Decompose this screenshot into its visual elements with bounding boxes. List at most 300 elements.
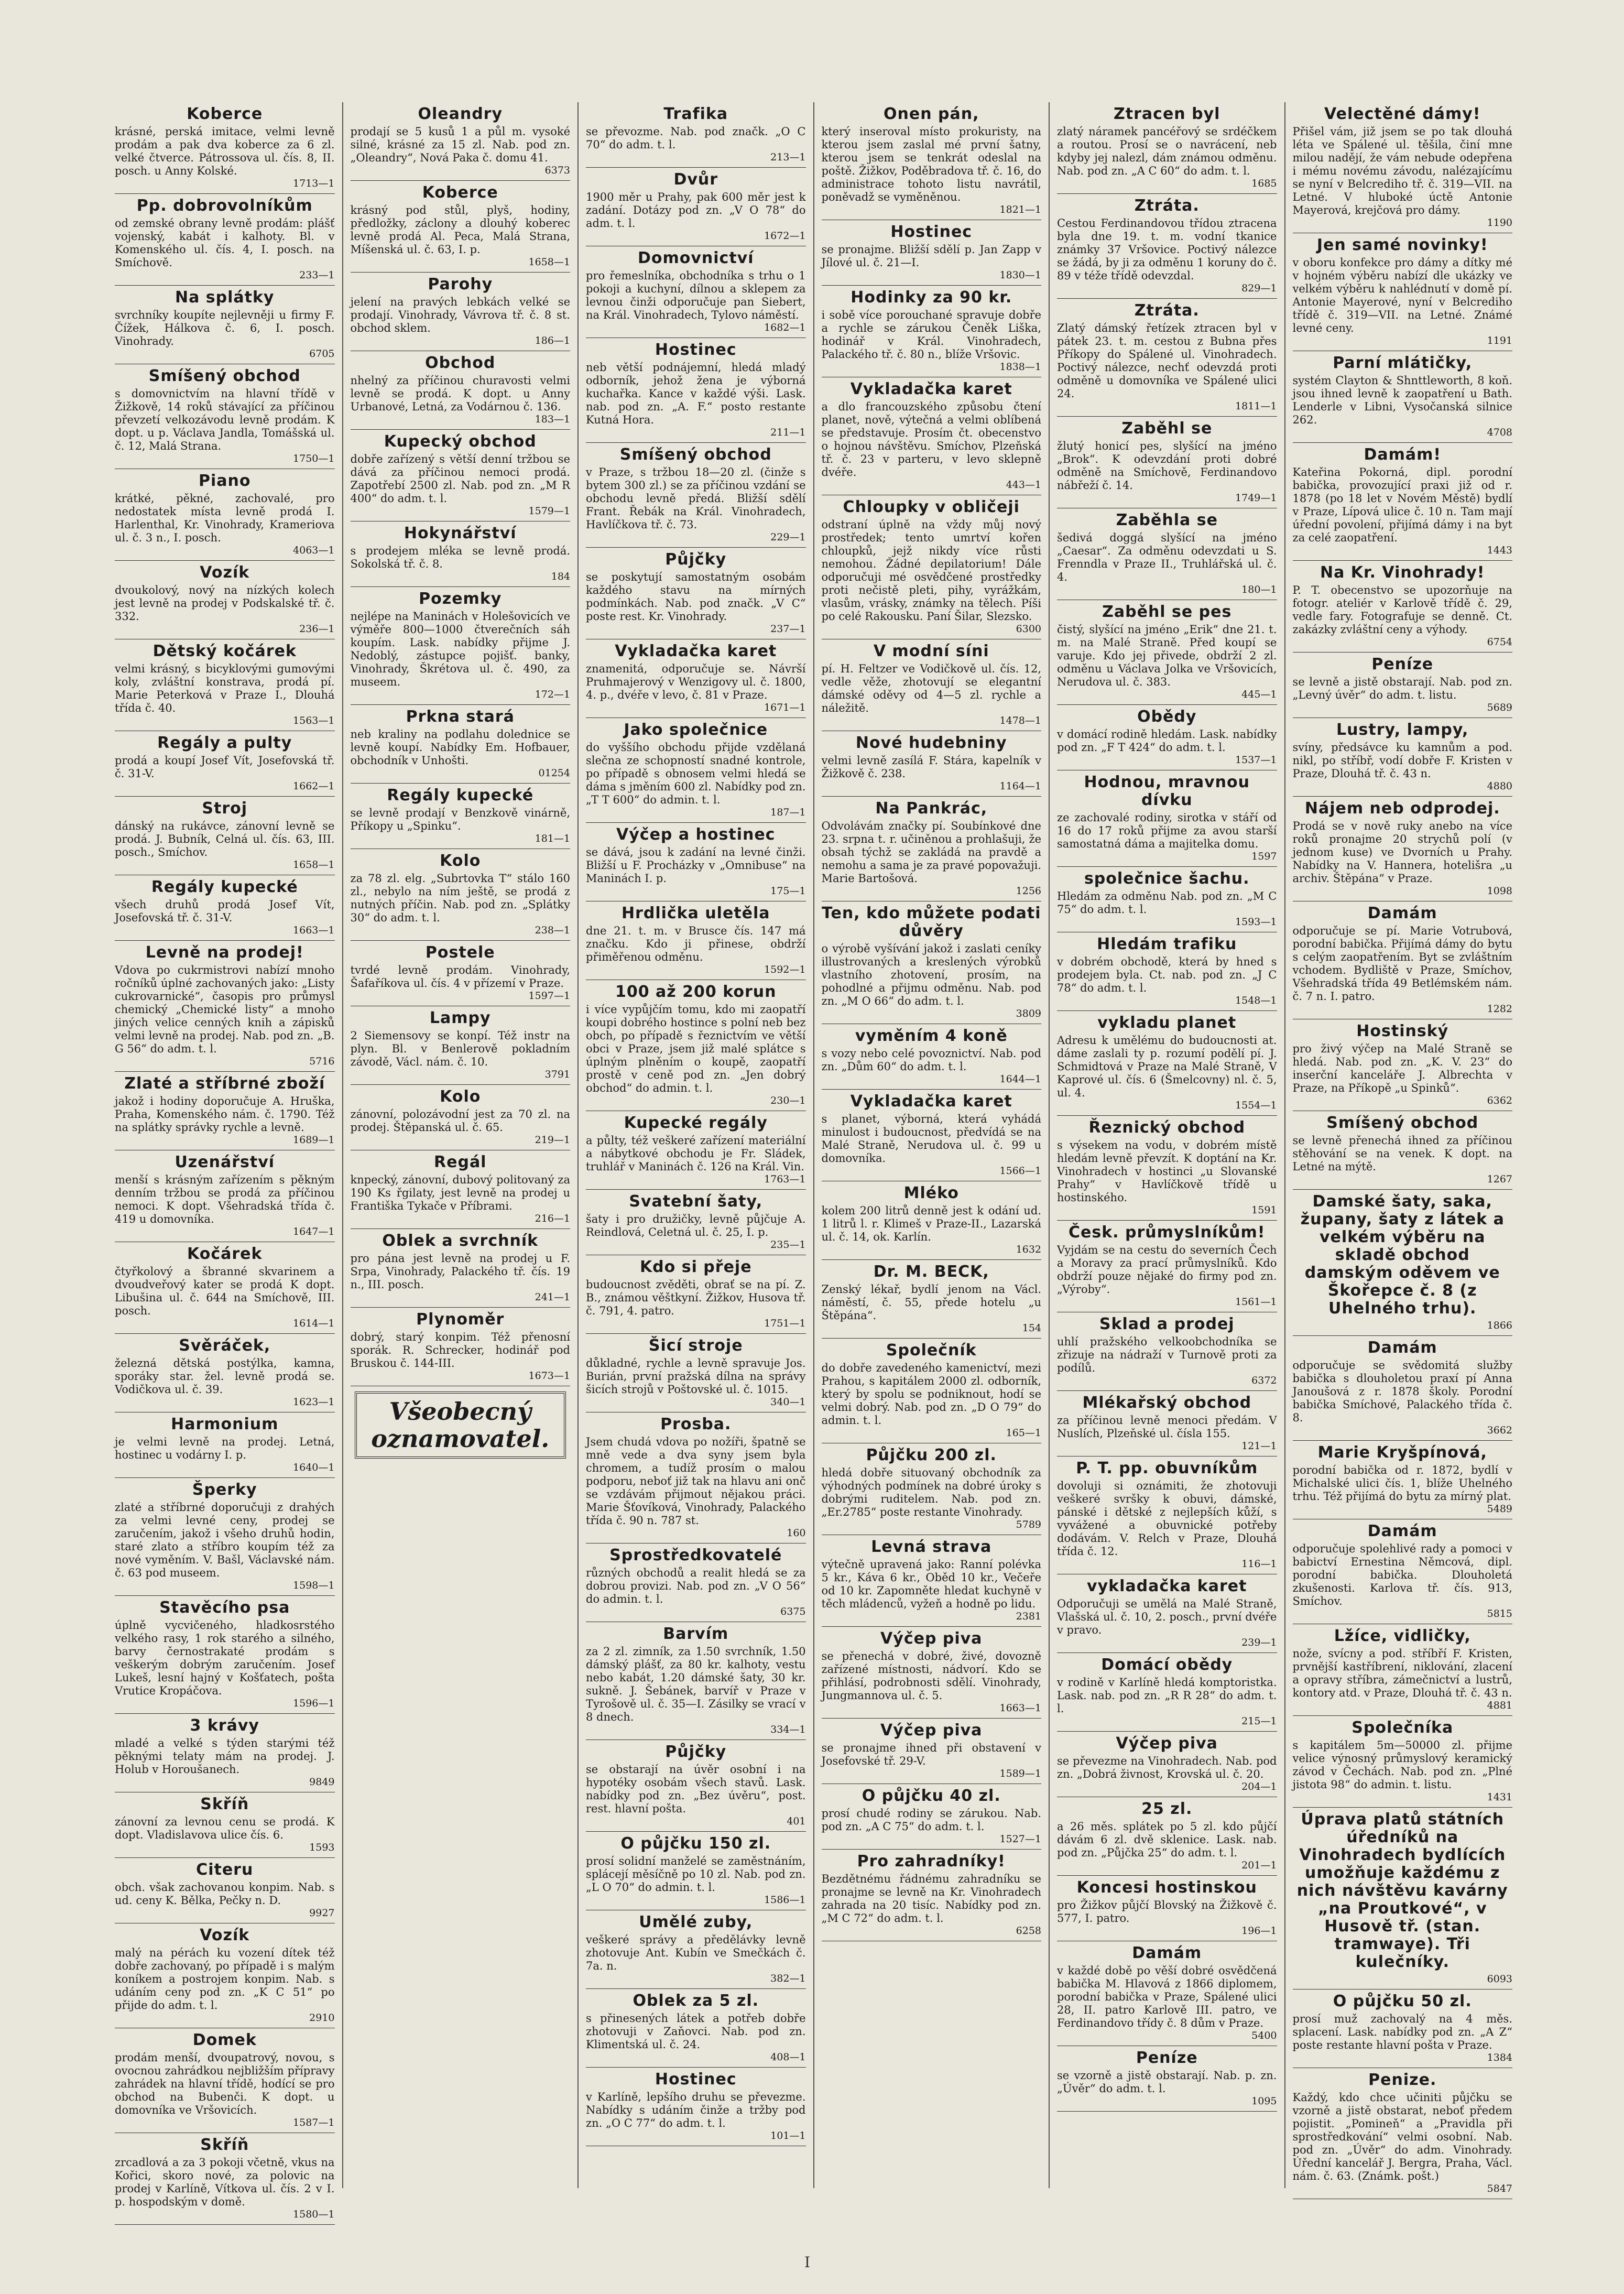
ad-text: s kapitálem 5m—50000 zl. přijme velice výnosný průmyslový keramický závod v Čechách. Nab. pod zn. „Plné jistota 98“ do admin. t. listu. [1292,1739,1512,1791]
ad-title: Jako společnice [624,721,768,739]
ad-code: 211—1 [770,427,806,438]
ad-code: 1662—1 [293,780,335,792]
ad-text: i více vypůjčím tomu, kdo mi zaopatří koupi dobrého hostince s polní neb bez obch, po případě s řeznictvím ve větší obci v Praze, jsem již malé splátce s úplným plněním o koupě, zaopatří prostě v ceně pod zn. „Jen dobrý obchod“ do admin. t. l. [586,1003,806,1094]
ad-code: 1658—1 [528,256,570,268]
ad-title: vykladu planet [1097,1014,1237,1032]
column-3 [577,102,813,2188]
ad-code: 238—1 [535,925,570,936]
ad-title: Hostinský [1356,1022,1449,1040]
column-5 [1049,102,1284,2188]
ad-title: Hostinec [890,223,973,241]
ad-text: se levně přenechá ihned za příčinou stěhování se na venek. K dopt. na Letné na mýtě. [1292,1134,1512,1173]
ad-code: 1614—1 [293,1318,335,1329]
ad-title: Kupecké regály [624,1114,768,1132]
classified-ad [1057,600,1277,705]
classified-ad [115,2028,335,2133]
classified-ad [115,1858,335,1923]
ad-text: pro Žižkov půjčí Blovský na Žižkově č. 577, I. patro. [1057,1899,1277,1925]
ad-text: porodní babička od r. 1872, bydlí v Michalské ulici čís. 1, blíže Uhelného trhu. Též přijímá do bytu za mírný plat. [1292,1464,1512,1503]
ad-text: zlaté a stříbrné doporučuji z drahých za velmi levné ceny, prodej se zaručením, jakož i všeho druhů hodin, staré zlato a stříbro koupím též za nové vyměním. V. Bašl, Václavské nám. č. 63 pod museem. [115,1501,335,1579]
ad-code: 1191 [1487,335,1512,346]
ad-code: 241—1 [535,1291,570,1303]
ad-text: Jsem chudá vdova po nožíři, špatně se mně vede a dva syny jsem byla chromem, a tudíž prosím o malou podporu, neboť již tak na hlavu ani onč se vzdávám přijmout nějakou práci. Marie Šťovíková, Vinohrady, Palackého třída č. 90 n. 787 st. [586,1436,806,1527]
classified-ad [1057,1732,1277,1797]
ad-text: znamenitá, odporučuje se. Návrší Pruhmajerový v Wenzigovy ul. č. 1800, 4. p., dvéře v levo, č. 81 v Praze. [586,662,806,701]
ad-title: Ztracen byl [1114,105,1220,123]
ad-title: Harmonium [171,1415,279,1433]
classified-ad [351,587,571,705]
ad-code: 1644—1 [999,1073,1041,1085]
ad-code: 1537—1 [1235,754,1277,766]
ad-text: dovoluji si oznámiti, že zhotovuji veškeré svršky k obuvi, dámské, pánské i dětské z nejlepších kůží, s vyvážené a obuvnické potřeby dodávám. V. Relch v Praze, Dlouhá třída č. 12. [1057,1480,1277,1558]
ad-code: 2381 [1016,1611,1041,1622]
ad-text: prosí solidní manželé se zaměstnáním, splácejí měsíčně po 10 zl. Nab. pod zn. „L O 70“ do admin. t. l. [586,1855,806,1894]
ad-text: nhelný za příčinou churavosti velmi levně se prodá. K dopt. u Anny Urbanové, Letná, za Vodárnou č. 136. [350,374,570,413]
ad-text: do dobře zavedeného kamenictví, mezi Prahou, s kapitálem 2000 zl. odborník, který by spolu se podniknout, hodí se velmi dobrý. Nab. pod zn. „D O 79“ do admin. t. l. [821,1362,1041,1427]
ad-code: 1589—1 [999,1768,1041,1779]
ad-code: 6300 [1016,623,1041,635]
ad-title: Damám! [1364,445,1442,464]
ad-code: 6093 [1487,1973,1512,1985]
ad-text: s přinesených látek a potřeb dobře zhotovuji v Zaňovci. Nab. pod zn. Klimentská ul. č. 24. [586,2012,806,2051]
ad-title: Lampy [429,1009,491,1027]
ad-title: Obchod [425,354,496,372]
ad-code: 1256 [1016,885,1041,897]
ad-code: 5847 [1487,2183,1512,2194]
classified-ad [586,1190,806,1255]
ad-code: 1566—1 [999,1165,1041,1177]
classified-ad [586,980,806,1111]
ad-text: se dává, jsou k zadání na levné činži. Bližší u F. Procházky v „Omnibuse“ na Maninách I. p. [586,846,806,885]
ad-code: 5689 [1487,702,1512,713]
ad-text: pro pána jest levně na prodej u F. Srpa, Vinohrady, Palackého tř. čís. 19 n., III. posch. [350,1252,570,1291]
ad-code: 1632 [1016,1244,1041,1255]
ad-code: 235—1 [770,1239,806,1251]
ad-title: Hostinec [655,341,737,359]
ad-code: 1623—1 [293,1396,335,1408]
ad-title: Damám [1367,904,1437,922]
ad-title: vyměním 4 koně [855,1027,1008,1045]
ad-code: 1821—1 [999,204,1041,215]
classified-ad [822,1090,1042,1181]
footer-mark: I [804,2254,811,2271]
classified-ad [351,273,571,351]
classified-ad [1057,1456,1277,1574]
classified-ad [115,941,335,1072]
ad-text: malý na pérách ku vození dítek též dobře zachovaný, po případě i s malým koníkem a postrojem konpim. Nab. s udáním ceny pod zn. „K C 51“ po přijde do adm. t. l. [115,1947,335,2012]
column-2 [342,102,578,2188]
ad-title: Damám [1132,1944,1202,1962]
ad-title: Úprava platů státních úředníků na Vinohradech bydlících umožňuje každému z nich návštěvu kavárny „na Proutkové“, v Husově tř. (stan. tramwaye). Tři kulečníky. [1296,1810,1508,1971]
ad-title: V modní síni [873,642,989,660]
ad-code: 215—1 [1241,1715,1277,1727]
ad-text: Bezdětnému řádnému zahradníku se pronajme se levně na Kr. Vinohradech zahrada na 20 tisíc. Nabídky pod zn. „M C 72“ do adm. t. l. [821,1873,1041,1925]
ad-code: 1672—1 [764,230,806,242]
classified-ad [822,797,1042,901]
ad-text: zrcadlová a za 3 pokoji včetně, vkus na Kořici, skoro nové, za polovic na prodej v Karlíně, Vítkova ul. čís. 2 v I. p. hospodským v domě. [115,2156,335,2208]
ad-text: za 2 zl. zimník, za 1.50 svrchník, 1.50 dámský plášť, za 80 kr. kalhoty, vestu nebo kabát, 1.20 dámské šaty, 30 kr. sukně. J. Šebánek, barvíř v Praze v Tyrošově ul. č. 35—I. Zásilky se vrací v 8 dnech. [586,1645,806,1723]
ad-code: 382—1 [770,1973,806,1984]
ad-title: Půjčky [665,1743,727,1761]
ad-code: 1478—1 [999,715,1041,726]
ad-text: odporučuje se pí. Marie Votrubová, porodní babička. Přijímá dámy do bytu s celým zaopatřením. Byt se zvláštním vchodem. Bydliště v Praze, Smíchov, Všehradská třída 49 Betlémském nám. č. 7 n. I. patro. [1292,925,1512,1003]
ad-text: v každé době po věší dobré osvědčená babička M. Hlavová z 1866 diplomem, porodní babička v Praze, Spálené ulici 28, II. patro Karlově III. patro, ve Ferdinandovo třídy č. 8 dům v Praze. [1057,1964,1277,2029]
ad-code: 1593—1 [1235,916,1277,928]
ad-text: za 78 zl. elg. „Subrtovka T“ stálo 160 zl., nebylo na ním ještě, se prodá z nutných příčin. Nab. pod zn. „Splátky 30“ do adm. t. l. [350,872,570,924]
ad-text: žlutý honicí pes, slyšící na jméno „Brok“. K odevzdání proti dobré odměně na Smíchově, Ferdinandovo nábřeží č. 14. [1057,440,1277,492]
classified-ad [586,102,806,168]
ad-text: tvrdé levně prodám. Vinohrady, Šafaříkova ul. čís. 4 v přízemí v Praze. [350,964,570,990]
ad-title: Plynoměr [416,1310,505,1329]
ad-text: o výrobě vyšívání jakož i zaslati ceníky illustrovaných a kreslených výrobků vlastního zhotovení, prosím, na pohodlné a přijmu odměnu. Nab. pod zn. „M O 66“ do adm. t. l. [821,942,1041,1007]
ad-text: v oboru konfekce pro dámy a dítky mé v hojném výběru nabízí dle ukázky ve velkém výběru k nahlédnutí v domě pí. Antonie Mayerové, nyní v Belcrediho třídě č. 319—VII. na Letné. Známé levné ceny. [1292,256,1512,334]
classified-ad [115,1478,335,1596]
classified-ad [1057,1116,1277,1221]
ad-code: 183—1 [535,414,570,425]
ad-title: Společník [886,1341,977,1360]
ad-text: neb kraliny na podlahu dolednice se levně koupí. Nabídky Em. Hofbauer, obchodník v Unhošti. [350,728,570,767]
ad-text: se levně a jistě obstarají. Nab. pod zn. „Levný úvěr“ do adm. t. listu. [1292,676,1512,701]
ad-code: 1749—1 [1235,492,1277,504]
classified-ad [1293,2068,1513,2199]
ad-title: Prosba. [660,1415,732,1433]
classified-ad [115,1072,335,1150]
ad-code: 233—1 [299,269,335,281]
ad-title: Damám [1367,1339,1437,1357]
ad-title: Parohy [428,275,493,293]
ad-text: svíny, předsávce ku kamnům a pod. nikl, po stříbř, vodí dobře F. Kristen v Praze, Dlouhá tř. č. 43 n. [1292,741,1512,780]
ad-title: Zaběhla se [1116,511,1218,529]
classified-ad [586,168,806,246]
classified-ad [586,1334,806,1412]
ad-text: prodám menší, dvoupatrový, novou, s ovocnou zahrádkou nejbližším přípravy zahrádek na hlavní třídě, hodící se pro obchod na Bubenči. K dopt. u domovníka ve Vršovicích. [115,2051,335,2116]
section-banner: Všeobecný oznamovatel. [355,1391,566,1459]
ad-title: Oblek za 5 zl. [633,1992,759,2010]
classified-ad [822,220,1042,286]
classified-ad [115,1150,335,1242]
ad-code: 1685 [1251,178,1277,189]
ad-text: prodá a koupí Josef Vít, Josefovská tř. č. 31-V. [115,754,335,780]
classified-ad [351,784,571,849]
classified-ad [351,1006,571,1085]
column-4 [813,102,1049,2188]
ad-title: Řeznický obchod [1088,1118,1246,1137]
ad-code: 1592—1 [764,964,806,975]
ad-text: pro řemeslníka, obchodníka s trhu o 1 pokoji a kuchyní, dílnou a sklepem za levnou činži odporučuje pan Siebert, na Král. Vinohradech, Tylovo náměstí. [586,269,806,321]
ad-text: dánský na rukávce, zánovní levně se prodá. J. Bubník, Celná ul. čís. 63, III. posch., Smíchov. [115,820,335,858]
ad-title: Jen samé novinky! [1316,236,1488,254]
classified-ad [1293,1989,1513,2068]
ad-text: prosí muž zachovalý na 4 měs. splacení. Lask. nabídky pod zn. „A Z“ poste restante hlavní pošta v Praze. [1292,2013,1512,2051]
ad-code: 1689—1 [293,1134,335,1146]
ad-text: krátké, pěkné, zachovalé, pro nedostatek místa levně prodá I. Harlenthal, Kr. Vinohrady, Krameriova ul. č. 3 n., I. posch. [115,492,335,544]
ad-code: 5789 [1016,1519,1041,1530]
ad-text: uhlí pražského velkoobchodníka se zřizuje na nádraží v Turnově proti za podílů. [1057,1335,1277,1374]
ad-title: Výčep a hostinec [616,825,776,844]
classified-ad [1057,417,1277,508]
classified-ad [1293,1019,1513,1111]
ad-code: 6372 [1251,1375,1277,1386]
ad-code: 175—1 [770,885,806,897]
ad-title: O půjčku 150 zl. [620,1834,771,1853]
ad-title: Svěráček, [179,1336,271,1355]
ad-code: 1663—1 [999,1702,1041,1714]
ad-code: 1587—1 [293,2117,335,2128]
classified-ad [351,1150,571,1229]
ad-title: Výčep piva [880,1721,983,1739]
ad-text: čistý, slyšící na jméno „Erik“ dne 21. t. m. na Malé Straně. Před koupí se varuje. Kdo jej přivede, obdrží 2 zl. odměnu u Václava Jolka ve Vršovicích, Nerudova ul. č. 383. [1057,623,1277,688]
classified-ad [822,901,1042,1024]
classified-ad [1293,1519,1513,1624]
ad-title: Oleandry [418,105,503,123]
ad-code: 4881 [1487,1700,1512,1711]
ad-title: Skříň [200,2136,249,2154]
ad-code: 5400 [1251,2030,1277,2041]
classified-ad [115,364,335,469]
ad-title: Smíšený obchod [619,445,772,464]
ad-code: 4063—1 [293,545,335,556]
ad-text: za příčinou levně menoci předám. V Nuslích, Plzeňské ul. čísla 155. [1057,1414,1277,1440]
classified-ad [1293,1808,1513,1989]
ad-text: šaty i pro družičky, levně půjčuje A. Reindlová, Celetná ul. č. 25, I. p. [586,1213,806,1238]
ad-text: s výsekem na vodu, v dobrém místě hledám levně převzít. K doptání na Kr. Vinohradech v hostinci „u Slovanské Prahy“ v Havlíčkově třídě u hostinského. [1057,1139,1277,1204]
ad-code: 1640—1 [293,1462,335,1473]
ad-text: dobře zařízený s větší denní tržbou se dává za příčinou nemoci prodá. Zapotřebí 2500 zl. Nab. pod zn. „M R 400“ do adm. t. l. [350,453,570,505]
ad-text: ze zachovalé rodiny, sirotka v stáří od 16 do 17 roků přijme za avou starší samostatná dáma a majitelka domu. [1057,811,1277,850]
ad-title: Lžíce, vidličky, [1334,1627,1471,1645]
classified-ad [115,561,335,639]
ad-code: 1282 [1487,1003,1512,1015]
ad-text: odstraní úplně na vždy můj nový prostředek; tento umrtví kořen chloupků, jejž nikdy více růsti nemohou. Žádné depilatorium! Dále odporučuji mé osvědčené prostředky proti nečistě pleti, pihy, vyrážkám, vlasům, vrásky, známky na tělech. Píši po celé Rakousku. Paní Šilar, Slezsko. [821,518,1041,623]
ad-title: Chloupky v obličeji [843,498,1020,516]
ad-text: jelení na pravých lebkách velké se prodají. Vinohrady, Vávrova tř. č. 8 st. obchod sklem. [350,296,570,334]
ad-code: 5489 [1487,1503,1512,1515]
ad-code: 1579—1 [528,505,570,517]
classified-ad [1057,1312,1277,1391]
ad-code: 829—1 [1241,282,1277,294]
ad-text: hledá dobře situovaný obchodník za výhodných podmínek na dobré úroky s dobrými ruditelem. Nab. pod zn. „Er.2785“ poste restante Vinohrady. [821,1466,1041,1518]
ad-code: 186—1 [535,335,570,346]
ad-title: Uzenářství [175,1153,275,1171]
classified-ad [822,495,1042,639]
classified-ad [115,731,335,797]
ad-code: 6362 [1487,1095,1512,1106]
classified-ad [1293,1716,1513,1808]
ad-text: 2 Siemensovy se konpí. Též instr na plyn. Bl. v Benlerově pokladním závodě, Václ. nám. č. 10. [350,1029,570,1068]
ad-text: pro živý výčep na Malé Straně se hledá. Nab. pod zn. „K. V. 23“ do inserční kanceláře J. Albrechta v Praze, na Příkopě „u Spinků“. [1292,1042,1512,1094]
classified-ad [1293,351,1513,443]
classified-ad [1057,867,1277,932]
ad-code: 445—1 [1241,689,1277,700]
column-1 [107,102,342,2220]
ad-title: Mlékařský obchod [1082,1394,1252,1412]
ad-code: 3662 [1487,1425,1512,1436]
classified-ad [822,1181,1042,1260]
classified-ad [1293,102,1513,233]
ad-code: 1431 [1487,1791,1512,1803]
ad-code: 6754 [1487,636,1512,648]
ad-title: Trafika [663,105,728,123]
newspaper-page [107,102,1520,2220]
classified-ad [586,1832,806,1910]
ad-code: 172—1 [535,689,570,700]
ad-text: Cestou Ferdinandovou třídou ztracena byla dne 19. t. m. vodní tkanice známky 37 Vršovice. Poctivý nálezce se žádá, by ji za odměnu 1 koruny do č. 89 v téže třídě odevzdal. [1057,217,1277,282]
ad-title: 25 zl. [1141,1800,1193,1818]
ad-code: 443—1 [1006,479,1041,491]
ad-title: Pp. dobrovolníkům [136,197,313,215]
ad-code: 237—1 [770,623,806,635]
ad-title: Lustry, lampy, [1336,721,1469,739]
ad-title: Regály kupecké [151,878,298,896]
ad-title: Koncesi hostinskou [1076,1878,1257,1897]
ad-title: Marie Kryšpínová, [1317,1443,1487,1462]
ad-title: Domovnictví [637,249,754,267]
classified-ad [1293,1441,1513,1519]
ad-text: všech druhů prodá Josef Vít, Josefovská tř. č. 31-V. [115,898,335,924]
ad-title: Výčep piva [880,1629,983,1648]
ad-title: Na splátky [175,288,275,307]
ad-title: Obědy [1137,708,1197,726]
ad-title: Vykladačka karet [850,1092,1012,1111]
ad-text: prosí chudé rodiny se zárukou. Nab. pod zn. „A C 75“ do adm. t. l. [821,1807,1041,1833]
classified-ad [351,351,571,430]
classified-ad [586,1910,806,1989]
ad-title: Koberce [422,183,498,202]
ad-text: v dobrém obchodě, která by hned s prodejem byla. Ct. nab. pod zn. „J C 78“ do adm. t. l. [1057,955,1277,994]
ad-code: 6705 [309,348,335,360]
ad-text: s domovnictvím na hlavní třídě v Žižkově, 14 roků stávající za příčinou převzetí velkozávodu levně prodám. K dopt. u p. Václava Jandla, Tomášská ul. č. 12, Malá Strana. [115,387,335,452]
ad-text: v domácí rodině hledám. Lask. nabídky pod zn. „F T 424“ do adm. t. l. [1057,728,1277,754]
ad-code: 6373 [544,165,570,176]
ad-code: 1164—1 [999,780,1041,792]
ad-code: 401 [787,1815,806,1827]
ad-title: Parní mlátičky, [1333,354,1473,372]
classified-ad [1293,443,1513,561]
classified-ad [822,1535,1042,1627]
ad-title: Půjčku 200 zl. [866,1446,997,1464]
ad-code: 6375 [780,1606,806,1617]
classified-ad [351,941,571,1006]
ad-title: Na Kr. Vinohrady! [1320,563,1485,582]
classified-ad [822,1260,1042,1339]
ad-text: se pronajme. Bližší sdělí p. Jan Zapp v Jílové ul. č. 21—I. [821,243,1041,269]
ad-title: Dr. M. BECK, [873,1263,989,1281]
ad-title: Dětský kočárek [152,642,297,660]
ad-code: 1682—1 [764,322,806,333]
ad-text: budoucnost zvěděti, obrať se na pí. Z. B., známou věštkyní. Žižkov, Husova tř. č. 791, 4. patro. [586,1278,806,1317]
ad-code: 1597—1 [528,990,570,1002]
ad-code: 229—1 [770,531,806,543]
ad-text: prodají se 5 kusů 1 a půl m. vysoké silné, krásné za 15 zl. Nab. pod zn. „Oleandry“, Nová Paka č. domu 41. [350,125,570,164]
ad-text: Odvolávám značky pí. Soubínkové dne 23. srpna t. r. učiněnou a prohlašuji, že obsah týchž se zakládá na pravdě a nemohu a sama je za pravé popovažuji. Marie Bartošová. [821,820,1041,885]
ad-code: 1384 [1487,2052,1512,2063]
ad-code: 9849 [309,1776,335,1788]
ad-code: 1190 [1487,217,1512,229]
classified-ad [822,102,1042,220]
classified-ad [822,1024,1042,1090]
ad-text: v rodině v Karlíně hledá komptoristka. Lask. nab. pod zn. „R R 28“ do adm. t. l. [1057,1676,1277,1715]
ad-title: Oblek a svrchník [382,1232,539,1250]
ad-code: 2910 [309,2012,335,2024]
ad-text: veškeré správy a předělávky levně zhotovuje Ant. Kubín ve Smečkách č. 7a. n. [586,1933,806,1972]
classified-ad [115,1242,335,1334]
classified-ad [1293,1111,1513,1190]
ad-title: Sklad a prodej [1099,1315,1235,1333]
ad-code: 1267 [1487,1173,1512,1185]
classified-ad [115,194,335,286]
ad-title: Regály kupecké [387,786,534,804]
ad-code: 230—1 [770,1095,806,1106]
ad-text: 1900 měr u Prahy, pak 600 měr jest k zadání. Dotázy pod zn. „V O 78“ do adm. t. l. [586,191,806,230]
ad-title: Citeru [196,1861,254,1879]
classified-ad [822,286,1042,377]
ad-code: 101—1 [770,2130,806,2141]
ad-title: Prkna stará [406,708,515,726]
ad-text: velmi krásný, s bicyklovými gumovými koly, zvláštní konstrava, prodá pí. Marie Peterková v Praze I., Dlouhá třída č. 40. [115,662,335,714]
ad-code: 1561—1 [1235,1296,1277,1308]
classified-ad [822,731,1042,797]
ad-text: Kateřina Pokorná, dipl. porodní babička, provozující praxi již od r. 1878 (po 18 let v Novém Městě) bydlí v Praze, Lípová ulice č. 10 n. Tam mají úřední povolení, přijímá dámy i na byt za celé zaopatření. [1292,466,1512,544]
ad-text: dvoukolový, nový na nízkých kolech jest levně na prodej v Podskalské tř. č. 332. [115,584,335,623]
ad-code: 6258 [1016,1925,1041,1937]
ad-text: se přenechá v dobré, živé, dovozně zařízené místnosti, nádvorí. Kdo se přihlásí, podrobnosti sdělí. Vinohrady, Jungmannova ul. č. 5. [821,1650,1041,1702]
classified-ad [1057,508,1277,600]
ad-text: se poskytují samostatným osobám každého stavu na mírných podmínkách. Nab. pod značk. „V C“ poste rest. Kr. Vinohrady. [586,571,806,623]
ad-code: 1554—1 [1235,1100,1277,1111]
classified-ad [1293,561,1513,653]
classified-ad [115,1596,335,1714]
ad-title: Vozík [200,563,250,582]
ad-text: Vdova po cukrmistrovi nabízí mnoho ročníků úplné zachovaných jako: „Listy cukrovarnické“, časopis pro průmysl chemický „Chemické listy“ a mnoho jiných velice cenných knih a zápisků velmi levně na prodej. Nab. pod zn. „B. G 56“ do adm. t. l. [115,964,335,1055]
ad-text: Odporučuji se umělá na Malé Straně, Vlašská ul. č. 10, 2. posch., první dvéře v pravo. [1057,1597,1277,1636]
ad-title: Kočárek [187,1245,263,1263]
classified-ad [1057,770,1277,867]
ad-text: Hledám za odměnu Nab. pod zn. „M C 75“ do adm. t. l. [1057,890,1277,916]
ad-columns [107,102,1520,2220]
ad-text: menší s krásným zařízením s pěkným denním tržbou se prodá za příčinou nemoci. K dopt. Všehradská třída č. 419 u domovníka. [115,1173,335,1225]
ad-code: 121—1 [1241,1440,1277,1452]
classified-ad [586,823,806,901]
ad-text: zánovní za levnou cenu se prodá. K dopt. Vladislavova ulice čís. 6. [115,1815,335,1841]
ad-text: krásné, perská imitace, velmi levně prodám a pak dva koberce za 6 zl. velké čtverce. Pátrossova ul. čís. 8, II. posch. u Anny Kolské. [115,125,335,177]
ad-code: 3809 [1016,1008,1041,1019]
ad-text: s prodejem mléka se levně prodá. Sokolská tř. č. 8. [350,545,570,570]
ad-title: Domácí obědy [1101,1656,1233,1674]
classified-ad [115,639,335,731]
ad-text: výtečně upravená jako: Ranní polévka 5 kr., Káva 6 kr., Oběd 10 kr., Večeře od 10 kr. Zapomněte hledat kuchyně v těch mládenců, vyžeň a hodně po lidu. [821,1558,1041,1610]
ad-text: šedivá doggá slyšící na jméno „Caesar“. Za odměnu odevzdati u S. Frenndla v Praze II., Truhlářská ul. č. 4. [1057,531,1277,583]
classified-ad [351,705,571,784]
ad-text: odporučuje se svědomitá služby babička s dlouholetou praxí pí Anna Janoušová z r. 1878 školy. Porodní babička Smíchové, Palackého třída č. 8. [1292,1359,1512,1424]
ad-title: Hokynářství [404,524,517,542]
ad-text: se obstarají na úvěr osobní i na hypotéky osobám všech stavů. Lask. nabídky pod zn. „Bez úvěru“, post. rest. hlavní pošta. [586,1763,806,1815]
classified-ad [115,1412,335,1478]
ad-text: zánovní, polozávodní jest za 70 zl. na prodej. Štěpanská ul. č. 65. [350,1108,570,1134]
classified-ad [351,849,571,941]
ad-title: Svatební šaty, [629,1192,763,1211]
ad-text: systém Clayton & Shnttleworth, 8 koň. jsou ihned levně k zaopatření u Bath. Lenderle v Libni, Vysočanská silnice 262. [1292,374,1512,426]
ad-text: P. T. obecenstvo se upozorňuje na fotogr. ateliér v Karlově třídě č. 29, vedle fary. Fotografuje se denně. Ct. zakázky zvláštní ceny a výhody. [1292,584,1512,636]
classified-ad [1293,653,1513,718]
classified-ad [1293,718,1513,797]
ad-text: mladé a velké s týden starými též pěknými telaty mám na prodej. J. Holub v Horoušanech. [115,1737,335,1776]
ad-code: 1598—1 [293,1580,335,1591]
ad-text: úplně vycvičeného, hladkosrstého velkého rasy, 1 rok starého a silného, barvy černostrakaté prodám s veškerým dobrým zaručením. Josef Lukeš, lesní hajný v Košťatech, pošta Vrutice Kropáčova. [115,1619,335,1697]
ad-title: Peníze [1371,655,1434,673]
ad-title: Pozemky [419,590,502,608]
ad-title: Mléko [903,1184,959,1202]
ad-code: 1098 [1487,885,1512,897]
